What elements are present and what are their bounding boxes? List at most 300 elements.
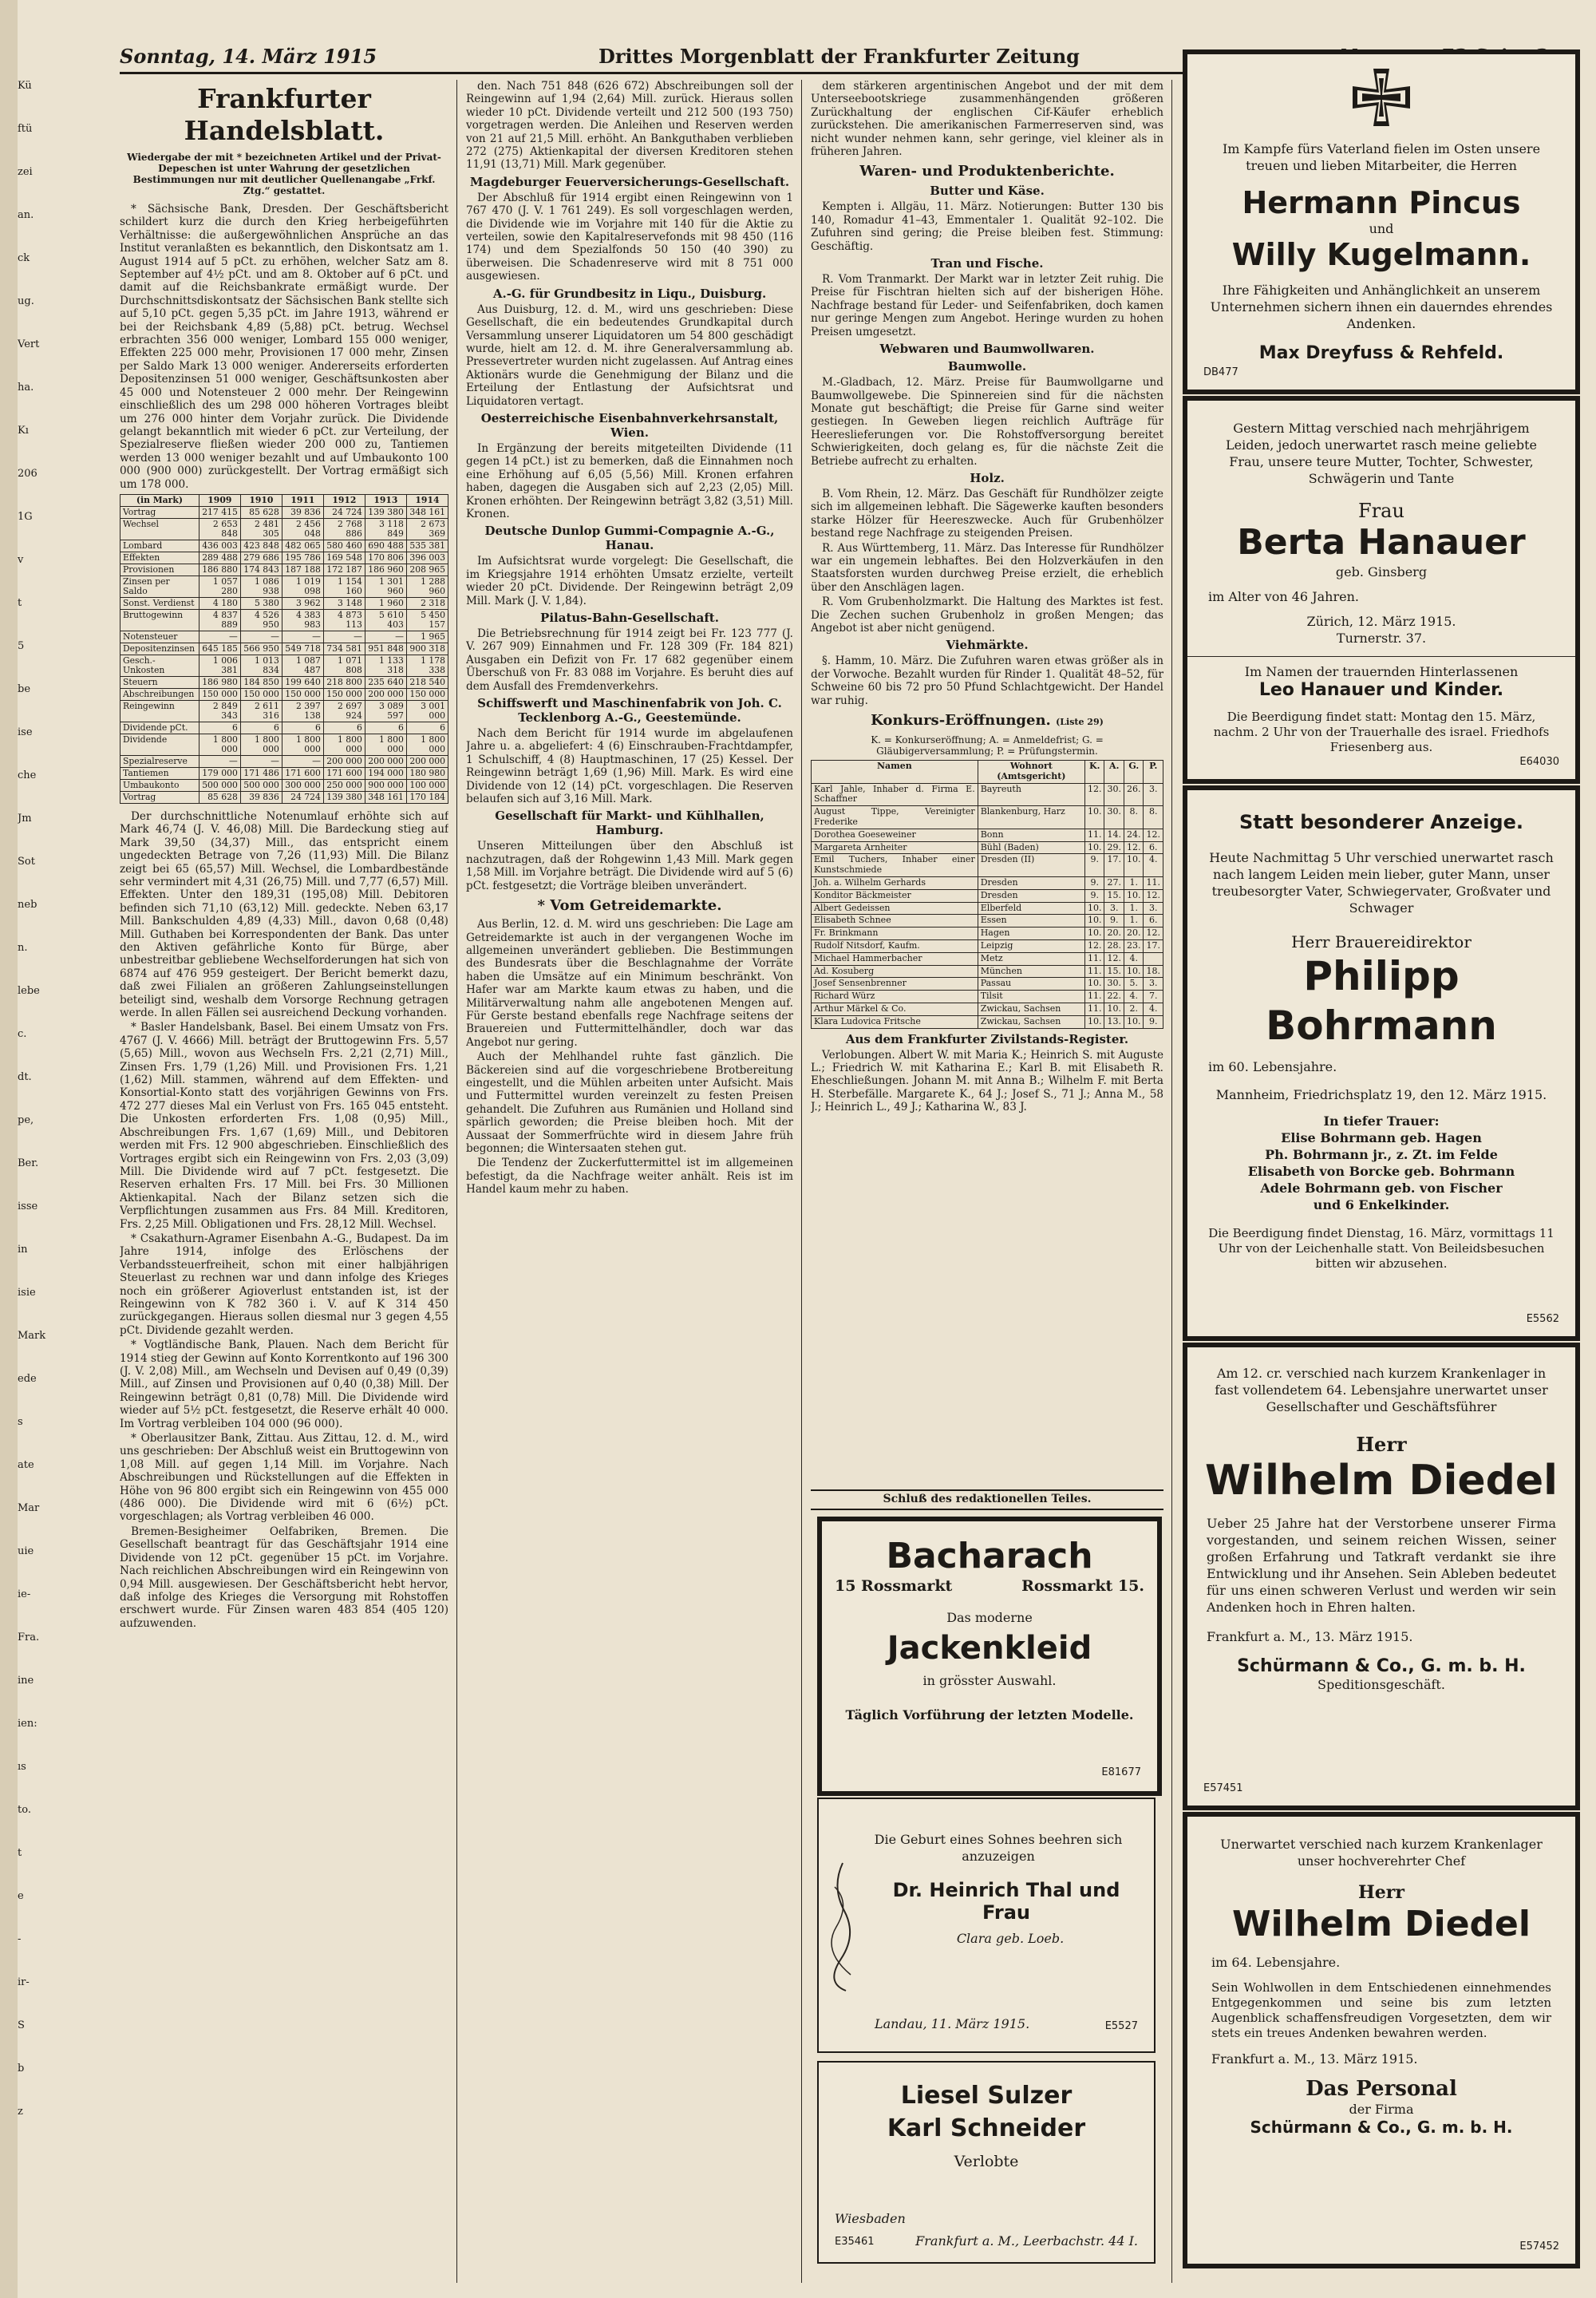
table-cell: 217 415 xyxy=(199,506,240,518)
table-cell: 10. xyxy=(1124,889,1144,902)
ad-engagement-sulzer xyxy=(817,2061,1156,2264)
table-cell: Dresden xyxy=(978,877,1084,890)
table-cell xyxy=(1144,952,1163,965)
table-cell: 27. xyxy=(1104,877,1124,890)
table-row xyxy=(120,700,448,722)
table-cell: 10. xyxy=(1084,1015,1104,1028)
table-cell: 15. xyxy=(1104,965,1124,978)
table-cell: 23. xyxy=(1124,939,1144,952)
table-cell: 5 450 157 xyxy=(406,609,448,631)
table-cell: 39 836 xyxy=(282,506,323,518)
article-paragraph: R. Aus Württemberg, 11. März. Das Interesse für Rundhölzer war ein ungemein lebhaftes. Bei den Holzverkäufen in den Staatsforsten wurden durchweg Preise erzielt, die erheblich über den Anschlägen lagen. xyxy=(811,541,1163,594)
table-cell: 22. xyxy=(1104,991,1124,1003)
balance-table xyxy=(120,494,448,804)
ad-obituary-bohrmann xyxy=(1183,785,1580,1341)
table-cell: Ad. Kosuberg xyxy=(812,965,978,978)
strip-fragment: Vert xyxy=(18,338,40,350)
ad-diedel2-firm: Schürmann & Co., G. m. b. H. xyxy=(1250,2118,1513,2137)
article-heading: Baumwolle. xyxy=(947,359,1027,374)
table-cell: Provisionen xyxy=(120,564,200,575)
table-cell: 139 380 xyxy=(365,506,406,518)
table-cell: Elberfeld xyxy=(978,902,1084,915)
article-heading: Gesellschaft für Markt- und Kühlhallen, Hamburg. xyxy=(495,809,764,838)
ad-fallen-text: Ihre Fähigkeiten und Anhänglichkeit an unserem Unternehmen sichern ihnen ein dauerndes ehrendes Andenken. xyxy=(1210,283,1553,331)
table-header-cell: (in Mark) xyxy=(120,494,200,506)
table-cell: Vortrag xyxy=(120,506,200,518)
table-cell: 8. xyxy=(1124,806,1144,829)
column-2 xyxy=(466,80,793,2283)
table-cell: 24 724 xyxy=(282,791,323,803)
table-cell: 30. xyxy=(1104,783,1124,806)
table-cell: 279 686 xyxy=(240,552,282,564)
ad-sulzer-verlobte: Verlobte xyxy=(954,2153,1019,2170)
ad-fallen-firm: Max Dreyfuss & Rehfeld. xyxy=(1258,343,1504,363)
table-cell: Abschreibungen xyxy=(120,688,200,700)
ad-fallen-und: und xyxy=(1369,221,1394,236)
article-paragraph: M.-Gladbach, 12. März. Preise für Baumwollgarne und Baumwollgewebe. Die Spinnereien sind für die nächsten Monate gut beschäftigt; die Preise für Garne sind weiter gestiegen. In Geweben liegen reichlich Aufträge für Heereslieferungen vor. Die Rohstoffversorgung bereitet Schwierigkeiten, doch gelang es, für die nächste Zeit die Betriebe aufrecht zu erhalten. xyxy=(811,376,1163,468)
table-cell: 5. xyxy=(1124,978,1144,991)
table-cell: 200 000 xyxy=(406,755,448,767)
table-cell: 15. xyxy=(1104,889,1124,902)
binding-gutter xyxy=(0,0,18,2298)
ad-bacharach-sub: Das moderne xyxy=(946,1610,1033,1625)
table-cell: Gesch.-Unkosten xyxy=(120,655,200,676)
ad-bohrmann-mourner-3: Elisabeth von Borcke geb. Bohrmann xyxy=(1247,1164,1515,1179)
table-row xyxy=(812,1003,1163,1015)
table-cell: 200 000 xyxy=(323,755,365,767)
strip-fragment: ien: xyxy=(18,1718,38,1730)
table-cell: 12. xyxy=(1144,829,1163,841)
table-row xyxy=(120,575,448,597)
table-cell: 1. xyxy=(1124,877,1144,890)
table-cell: Reingewinn xyxy=(120,700,200,722)
table-cell: 11. xyxy=(1084,991,1104,1003)
ad-hanauer-geb: geb. Ginsberg xyxy=(1335,564,1428,579)
table-cell: 4 526 950 xyxy=(240,609,282,631)
strip-fragment: z xyxy=(18,2106,23,2118)
article-paragraph: Die Betriebsrechnung für 1914 zeigt bei Fr. 123 777 (J. V. 267 909) Einnahmen und Fr. 128 309 (Fr. 184 821) Ausgaben ein Defizit von Fr. 17 682 gegenüber einem Überschuß von Fr. 83 088 im Vorjahre. Es beruht dies auf dem Ausfall des Fremdenverkehrs. xyxy=(466,627,793,693)
table-cell: 8. xyxy=(1144,806,1163,829)
table-header-cell: 1912 xyxy=(323,494,365,506)
table-cell: 187 188 xyxy=(282,564,323,575)
ad-bohrmann-place: Mannheim, Friedrichsplatz 19, den 12. März 1915. xyxy=(1215,1087,1547,1102)
table-cell: 10. xyxy=(1084,928,1104,940)
article-paragraph: Im Aufsichtsrat wurde vorgelegt: Die Gesellschaft, die im Kriegsjahre 1914 erhöhten Umsatz erzielte, verteilt wieder 20 pCt. Dividende. Der Reingewinn beträgt 2,09 Mill. Mark (J. V. 1,84). xyxy=(466,555,793,607)
table-cell: 1 800 000 xyxy=(323,734,365,755)
table-row xyxy=(812,854,1163,877)
table-cell: 39 836 xyxy=(240,791,282,803)
ad-bohrmann-top: Statt besonderer Anzeige. xyxy=(1238,811,1524,833)
table-cell: 10. xyxy=(1124,1015,1144,1028)
ad-bacharach-address-row xyxy=(822,1577,1157,1598)
column-rule xyxy=(1171,80,1172,2283)
ad-code: DB477 xyxy=(1203,366,1238,378)
table-cell: 1. xyxy=(1124,902,1144,915)
strip-fragment: 1G xyxy=(18,511,33,523)
table-cell: 2 397 138 xyxy=(282,700,323,722)
ad-bohrmann-mourner-2: Ph. Bohrmann jr., z. Zt. im Felde xyxy=(1265,1147,1498,1162)
ad-code: E35461 xyxy=(835,2236,875,2248)
ad-bacharach xyxy=(817,1517,1162,1796)
table-cell: 6 xyxy=(323,722,365,734)
ad-hanauer-mourner: Leo Hanauer und Kinder. xyxy=(1258,680,1504,700)
table-cell: 580 460 xyxy=(323,540,365,552)
table-row xyxy=(812,889,1163,902)
ad-diedel2-intro: Unerwartet verschied nach kurzem Krankenlager unser hochverehrter Chef xyxy=(1220,1837,1543,1869)
table-cell: 6 xyxy=(282,722,323,734)
iron-cross-icon xyxy=(1349,65,1413,129)
table-cell: Metz xyxy=(978,952,1084,965)
header-date: Sonntag, 14. März 1915 xyxy=(120,45,377,68)
article-heading: A.-G. für Grundbesitz in Liqu., Duisburg. xyxy=(492,286,767,301)
table-cell: Spezialreserve xyxy=(120,755,200,767)
header-masthead: Drittes Morgenblatt der Frankfurter Zeitung xyxy=(598,45,1080,68)
table-cell: 4. xyxy=(1124,991,1144,1003)
article-heading: Tran und Fische. xyxy=(930,256,1044,271)
table-cell: 150 000 xyxy=(406,688,448,700)
table-cell: 1 301 960 xyxy=(365,575,406,597)
table-cell: Bruttogewinn xyxy=(120,609,200,631)
strip-fragment: ha. xyxy=(18,382,34,394)
article-paragraph: R. Vom Tranmarkt. Der Markt war in letzter Zeit ruhig. Die Preise für Fischtran hielten sich auf der bisherigen Höhe. Nachfrage bestand für Leder- und Seifenfabriken, doch kamen nur geringe Mengen zum Angebot. Heringe wurden zu hohen Preisen umgesetzt. xyxy=(811,273,1163,338)
table-cell: 6 xyxy=(199,722,240,734)
strip-fragment: Jm xyxy=(18,813,32,825)
table-cell: Lombard xyxy=(120,540,200,552)
ad-hanauer-name: Berta Hanauer xyxy=(1237,522,1526,563)
article-bremen-besigheimer: Bremen-Besigheimer Oelfabriken, Bremen. Die Gesellschaft beantragt für das Geschäftsjahr 1914 eine Dividende von 12 pCt. gegenüber 15 pCt. im Vorjahre. Nach reichlichen Abschreibungen wird ein Reingewinn von 0,94 Mill. ausgewiesen. Der Geschäftsbericht hebt hervor, daß infolge des Krieges die Versorgung mit Rohstoffen erschwert wurde. Für Zinsen waren 483 854 (405 120) aufzuwenden. xyxy=(120,1525,448,1630)
table-cell: 9. xyxy=(1084,877,1104,890)
table-cell: 549 718 xyxy=(282,643,323,655)
konkurs-title: Konkurs-Eröffnungen. xyxy=(871,712,1051,730)
article-paragraph: In Ergänzung der bereits mitgeteilten Dividende (11 gegen 14 pCt.) ist zu bemerken, daß die Einnahmen noch eine Erhöhung auf 6,05 (5,56) Mill. Kronen erfahren haben, dagegen die Ausgaben sich auf 2,23 (2,05) Mill. Kronen erhöhten. Der Reingewinn beträgt 3,82 (3,51) Mill. Kronen. xyxy=(466,441,793,520)
konkurs-list-number: (Liste 29) xyxy=(1056,717,1104,728)
table-cell: 11. xyxy=(1084,952,1104,965)
table-cell: 150 000 xyxy=(240,688,282,700)
ad-bohrmann-mourner-4: Adele Bohrmann geb. von Fischer xyxy=(1260,1181,1503,1196)
table-row xyxy=(812,952,1163,965)
table-cell: 2 697 924 xyxy=(323,700,365,722)
ad-fallen-intro: Im Kampfe fürs Vaterland fielen im Osten unsere treuen und lieben Mitarbeiter, die Herren xyxy=(1222,141,1541,173)
table-cell: Passau xyxy=(978,978,1084,991)
table-cell: 348 161 xyxy=(365,791,406,803)
table-cell: 100 000 xyxy=(406,779,448,791)
table-cell: 1 154 160 xyxy=(323,575,365,597)
article-heading: Schiffswerft und Maschinenfabrik von Joh. C. Tecklenborg A.-G., Geestemünde. xyxy=(477,696,782,726)
table-cell: 12. xyxy=(1084,783,1104,806)
table-row xyxy=(120,779,448,791)
table-header-cell: 1913 xyxy=(365,494,406,506)
table-cell: 3 118 849 xyxy=(365,518,406,540)
table-cell: 535 381 xyxy=(406,540,448,552)
table-cell: Effekten xyxy=(120,552,200,564)
table-cell: 566 950 xyxy=(240,643,282,655)
table-cell: 2 318 xyxy=(406,597,448,609)
table-cell: 195 786 xyxy=(282,552,323,564)
table-row xyxy=(120,655,448,676)
table-cell: 10. xyxy=(1124,965,1144,978)
table-row xyxy=(812,902,1163,915)
table-cell: 14. xyxy=(1104,829,1124,841)
table-header-cell: 1909 xyxy=(199,494,240,506)
table-cell: 4 383 983 xyxy=(282,609,323,631)
table-row xyxy=(120,609,448,631)
table-cell: Dividende pCt. xyxy=(120,722,200,734)
strip-fragment: 5 xyxy=(18,640,25,652)
table-row xyxy=(812,877,1163,890)
table-cell: Bonn xyxy=(978,829,1084,841)
table-cell: 3. xyxy=(1144,783,1163,806)
table-cell: 900 000 xyxy=(365,779,406,791)
table-cell: 29. xyxy=(1104,841,1124,854)
table-cell: 5 380 xyxy=(240,597,282,609)
table-cell: 7. xyxy=(1144,991,1163,1003)
table-row xyxy=(120,755,448,767)
table-cell: 10. xyxy=(1084,806,1104,829)
table-cell: 184 850 xyxy=(240,676,282,688)
strip-fragment: ir- xyxy=(18,1976,30,1988)
strip-fragment: S xyxy=(18,2019,25,2031)
table-cell: Hagen xyxy=(978,928,1084,940)
strip-fragment: ug. xyxy=(18,295,34,307)
strip-fragment: Mar xyxy=(18,1502,40,1514)
table-row xyxy=(120,518,448,540)
table-cell: Richard Würz xyxy=(812,991,978,1003)
table-cell: Michael Hammerbacher xyxy=(812,952,978,965)
table-cell: 11. xyxy=(1084,965,1104,978)
strip-fragment: ıs xyxy=(18,1761,26,1773)
ad-diedel2-personal: Das Personal xyxy=(1306,2077,1457,2101)
table-cell: Depositenzinsen xyxy=(120,643,200,655)
ad-bohrmann-funeral: Die Beerdigung findet Dienstag, 16. März, vormittags 11 Uhr von der Leichenhalle statt. Von Beileidsbesuchen bitten wir abzusehen. xyxy=(1208,1226,1555,1271)
table-cell: Joh. a. Wilhelm Gerhards xyxy=(812,877,978,890)
table-cell: 3. xyxy=(1144,978,1163,991)
table-cell: 200 000 xyxy=(365,688,406,700)
table-header-cell: 1914 xyxy=(406,494,448,506)
table-row xyxy=(120,722,448,734)
table-row xyxy=(120,597,448,609)
table-cell: — xyxy=(240,755,282,767)
table-row xyxy=(120,767,448,779)
table-cell: 6 xyxy=(365,722,406,734)
table-cell: Josef Sensenbrenner xyxy=(812,978,978,991)
strip-fragment: ise xyxy=(18,726,33,738)
ad-bohrmann-mourner-5: und 6 Enkelkinder. xyxy=(1313,1197,1450,1212)
table-cell: 10. xyxy=(1084,902,1104,915)
table-cell: 500 000 xyxy=(240,779,282,791)
ad-sulzer-city: Wiesbaden xyxy=(835,2211,906,2226)
table-cell: 1 087 487 xyxy=(282,655,323,676)
table-cell: 186 880 xyxy=(199,564,240,575)
table-cell: 348 161 xyxy=(406,506,448,518)
table-cell: 139 380 xyxy=(323,791,365,803)
table-cell: 17. xyxy=(1104,854,1124,877)
table-cell: Elisabeth Schnee xyxy=(812,915,978,928)
table-cell: 13. xyxy=(1104,1015,1124,1028)
strip-fragment: 206 xyxy=(18,468,38,480)
ad-birth-thal xyxy=(817,1798,1156,2053)
table-cell: 1 071 808 xyxy=(323,655,365,676)
table-cell: 4 873 113 xyxy=(323,609,365,631)
table-cell: Emil Tuchers, Inhaber einer Kunstschmiede xyxy=(812,854,978,877)
table-cell: 12. xyxy=(1144,928,1163,940)
table-cell: Zwickau, Sachsen xyxy=(978,1015,1084,1028)
article-saechsische-bank: * Sächsische Bank, Dresden. Der Geschäftsbericht schildert kurz die durch den Krieg herbeigeführten Verhältnisse: die außergewöhnlichen Ansprüche an das Institut veranlaßten es bekanntlich, den Diskontsatz am 1. August 1914 auf 5 pCt. zu erhöhen, welcher Satz am 8. September auf 4½ pCt. und am 8. Oktober auf 6 pCt. und damit auf die Reichsbankrate ermäßigt wurde. Der Durchschnittsdiskontsatz der Sächsischen Bank stellte sich auf 5,10 pCt. gegen 5,35 pCt. im Jahre 1913, während er bei der Reichsbank 4,89 (5,88) pCt. betrug. Wechsel erbrachten 356 000 weniger, Lombard 155 000 weniger, Effekten 225 000 mehr, Provisionen 17 000 mehr, Zinsen per Saldo Mark 13 000 weniger. Andererseits erforderten Depositenzinsen 51 000 weniger, Geschäftsunkosten aber 45 000 und Notensteuer 2 000 mehr. Der Reingewinn einschließlich des um 298 000 höheren Vortrages bleibt um 276 000 hinter dem Vorjahr zurück. Die Dividende gelangt bekanntlich mit wieder 6 pCt. zur Verteilung, der Spezialreserve fließen wieder 200 000 zu, Tantiemen werden 13 000 weniger bezahlt und auf Umbaukonto 100 000 (900 000) zurückgestellt. Der Vortrag ermäßigt sich um 178 000. xyxy=(120,203,448,491)
table-row xyxy=(120,552,448,564)
ad-fallen-soldiers xyxy=(1183,49,1580,394)
article-paragraph: Nach dem Bericht für 1914 wurde im abgelaufenen Jahre u. a. abgeliefert: 4 (6) Einschrauben-Frachtdampfer, 1 Schulschiff, 4 (8) Hauptmaschinen, 17 (25) Kessel. Der Reingewinn beträgt 1,69 (1,96) Mill. Mark. Es wird eine Dividende von 12 (14) pCt. vorgeschlagen. Die Reserven belaufen sich auf 3,16 Mill. Mark. xyxy=(466,727,793,806)
table-cell: 186 980 xyxy=(199,676,240,688)
table-cell: 4. xyxy=(1144,1003,1163,1015)
table-cell: 3 148 xyxy=(323,597,365,609)
table-cell: — xyxy=(199,755,240,767)
table-cell: 170 184 xyxy=(406,791,448,803)
table-cell: — xyxy=(365,631,406,643)
table-cell: 170 806 xyxy=(365,552,406,564)
table-cell: 2 768 886 xyxy=(323,518,365,540)
strip-fragment: dt. xyxy=(18,1071,32,1083)
table-cell: Notensteuer xyxy=(120,631,200,643)
table-cell: 2 673 369 xyxy=(406,518,448,540)
ad-code: E64030 xyxy=(1519,756,1559,768)
column-3 xyxy=(811,80,1163,1477)
strip-fragment: b xyxy=(18,2063,25,2075)
strip-fragment: ine xyxy=(18,1675,34,1687)
table-cell: 2 456 048 xyxy=(282,518,323,540)
article-paragraph: den. Nach 751 848 (626 672) Abschreibungen soll der Reingewinn auf 1,94 (2,64) Mill. zurück. Hieraus sollen wieder 10 pCt. Dividende verteilt und 212 500 (193 750) vorgetragen werden. Die Anleihen und Reserven werden von 21 auf 21,5 Mill. erhöht. An Bankguthaben verblieben 272 (275) Aktienkapital der diversen Kreditoren stehen 11,91 (13,71) Mill. Mark gegenüber. xyxy=(466,80,793,172)
article-heading: Oesterreichische Eisenbahnverkehrsanstalt, Wien. xyxy=(480,410,779,440)
table-cell: 4. xyxy=(1124,952,1144,965)
ad-diedel1-text: Ueber 25 Jahre hat der Verstorbene unserer Firma vorgestanden, und seinem reichen Wissen, seiner großen Erfahrung und Tatkraft verdankt sie ihre Entwicklung und ihr Ansehen. Sein Ableben bedeutet für uns einen schweren Verlust und werden wir sein Andenken hoch in Ehren halten. xyxy=(1207,1516,1556,1615)
table-cell: 3. xyxy=(1144,902,1163,915)
article-paragraph: Auch der Mehlhandel ruhte fast gänzlich. Die Bäckereien sind auf die vorgeschriebene Brotbereitung eingestellt, und die Mühlen arbeiten unter Aufsicht. Mais und Futtermittel wurden vereinzelt zu festen Preisen gehandelt. Die Zufuhren aus Rumänien und Holland sind spärlich geworden; die Preise bleiben hoch. Mit der Aussaat der Sommerfrüchte wird in diesem Jahre früh begonnen; die Wintersaaten stehen gut. xyxy=(466,1050,793,1155)
table-cell: Leipzig xyxy=(978,939,1084,952)
table-cell: 179 000 xyxy=(199,767,240,779)
table-row xyxy=(120,791,448,803)
strip-fragment: Ber. xyxy=(18,1157,39,1169)
strip-fragment: pe, xyxy=(18,1114,34,1126)
table-cell: Fr. Brinkmann xyxy=(812,928,978,940)
table-cell: 500 000 xyxy=(199,779,240,791)
article-paragraph: Aus Berlin, 12. d. M. wird uns geschrieben: Die Lage am Getreidemarkte ist auch in der vergangenen Woche im allgemeinen unverändert geblieben. Die Bestimmungen des Bundesrats über die Beschlagnahme der Vorräte haben die Umsätze auf ein Minimum beschränkt. Von Hafer war am Markte kaum etwas zu haben, und die Militärverwaltung nahm alle angebotenen Mengen auf. Für Gerste bestand ebenfalls rege Nachfrage seitens der Brauereien und Futtermittelhändler, doch war das Angebot nur gering. xyxy=(466,918,793,1049)
table-row xyxy=(120,506,448,518)
table-cell: 30. xyxy=(1104,978,1124,991)
ad-bacharach-address-left: 15 Rossmarkt xyxy=(835,1577,953,1595)
article-heading: Butter und Käse. xyxy=(930,184,1045,199)
table-cell: August Tippe, Vereinigter Frederike xyxy=(812,806,978,829)
table-cell: Arthur Märkel & Co. xyxy=(812,1003,978,1015)
ad-bacharach-address-right: Rossmarkt 15. xyxy=(1021,1577,1144,1595)
table-cell: 1 178 338 xyxy=(406,655,448,676)
strip-fragment: t xyxy=(18,1847,22,1859)
table-cell: 10. xyxy=(1084,841,1104,854)
table-cell: 436 003 xyxy=(199,540,240,552)
strip-fragment: Sot xyxy=(18,856,35,868)
article-heading: Holz. xyxy=(970,470,1005,485)
table-cell: 2 653 848 xyxy=(199,518,240,540)
article-paragraph: Der durchschnittliche Notenumlauf erhöhte sich auf Mark 46,74 (J. V. 46,08) Mill. Die Bardeckung stieg auf Mark 39,50 (34,37) Mill., das entspricht einem ungedeckten Betrage von 7,26 (11,93) Mill. Die Bilanz zeigt bei 65 (65,57) Mill. Wechsel, die Lombardbestände sehr vermindert mit 4,31 (26,75) Mill. und 7,77 (6,57) Mill. Effekten. Unter den 189,31 (195,08) Mill. Debitoren befinden sich 71,10 (63,12) Mill. gedeckte. Neben 63,17 Mill. Bankschulden 4,89 (4,33) Mill., davon 0,68 (0,48) Mill. Guthaben bei Korrespondenten der Bank. Das unter den Aktiven gefährliche Konto für Bürge, aber unbestreitbar gebliebene Wechselforderungen hat sich von 6874 auf 476 959 gesteigert. Der Bericht bemerkt dazu, daß zwei Filialen an größeren Zahlungseinstellungen beteiligt sind, weshalb dem Vorsorge Rechnung getragen werde. In allen Fällen sei ausreichend Deckung vorhanden. xyxy=(120,809,448,1020)
ad-diedel1-herr: Herr xyxy=(1356,1433,1407,1456)
table-cell: 6. xyxy=(1144,915,1163,928)
table-cell: Karl Jahle, Inhaber d. Firma E. Schaffner xyxy=(812,783,978,806)
ad-code: E57452 xyxy=(1519,2241,1559,2253)
strip-fragment: an. xyxy=(18,209,34,221)
ad-fallen-name2: Willy Kugelmann. xyxy=(1231,237,1531,272)
ad-diedel2-text: Sein Wohlwollen in dem Entschiedenen einnehmendes Entgegenkommen und seine bis zum letzten Augenblick schaffensfreudigen Vorgesetzten, dem wir stets ein treues Andenken bewahren werden. xyxy=(1211,1980,1551,2040)
table-cell: 3 089 597 xyxy=(365,700,406,722)
table-cell: 2 849 343 xyxy=(199,700,240,722)
table-header-cell: K. xyxy=(1084,761,1104,784)
ad-bohrmann-title: Herr Brauereidirektor xyxy=(1291,932,1472,951)
table-cell: 2 481 305 xyxy=(240,518,282,540)
table-cell: 150 000 xyxy=(282,688,323,700)
table-cell: — xyxy=(240,631,282,643)
table-cell: Dorothea Goeseweiner xyxy=(812,829,978,841)
table-cell: 150 000 xyxy=(323,688,365,700)
table-cell: Tantiemen xyxy=(120,767,200,779)
table-cell: 235 640 xyxy=(365,676,406,688)
table-cell: 690 488 xyxy=(365,540,406,552)
table-cell: 200 000 xyxy=(365,755,406,767)
strip-fragment: Kı xyxy=(18,425,29,437)
table-cell: 1 133 318 xyxy=(365,655,406,676)
table-row xyxy=(812,783,1163,806)
table-cell: 9. xyxy=(1104,915,1124,928)
article-paragraph: Der Abschluß für 1914 ergibt einen Reingewinn von 1 767 470 (J. V. 1 761 249). Es soll vorgeschlagen werden, die Dividende wie im Vorjahre mit 140 für die Aktie zu verteilen, sowie den Kapitalreservefonds mit 98 450 (116 174) und dem Spezialfonds 50 150 (40 390) zu überweisen. Die Schadenreserve wird mit 8 751 000 ausgewiesen. xyxy=(466,191,793,283)
table-cell: Zinsen per Saldo xyxy=(120,575,200,597)
article-heading: Deutsche Dunlop Gummi-Compagnie A.-G., Hanau. xyxy=(484,524,775,553)
table-cell: 4 837 889 xyxy=(199,609,240,631)
article-paragraph: Unseren Mitteilungen über den Abschluß ist nachzutragen, daß der Rohgewinn 1,43 Mill. Mark gegen 1,58 Mill. im Vorjahre beträgt. Die Dividende wird auf 5 (6) pCt. festgesetzt; die Vorträge bleiben unverändert. xyxy=(466,840,793,892)
table-cell: 12. xyxy=(1144,889,1163,902)
table-header-cell: A. xyxy=(1104,761,1124,784)
column-1 xyxy=(120,80,448,2283)
table-cell: — xyxy=(282,631,323,643)
table-cell: 28. xyxy=(1104,939,1124,952)
register-paragraph: Verlobungen. Albert W. mit Maria K.; Heinrich S. mit Auguste L.; Friedrich W. mit Katharina E.; Karl B. mit Elisabeth R. Eheschließungen. Johann M. mit Anna B.; Wilhelm F. mit Berta H. Sterbefälle. Margarete K., 64 J.; Josef S., 71 J.; Anna M., 58 J.; Heinrich L., 49 J.; Katharina W., 83 J. xyxy=(811,1048,1163,1114)
article-oberlausitzer-bank: * Oberlausitzer Bank, Zittau. Aus Zittau, 12. d. M., wird uns geschrieben: Der Abschluß weist ein Bruttogewinn von 1,08 Mill. auf gegen 1,14 Mill. im Vorjahre. Nach Abschreibungen und Rückstellungen auf die Effekten in Höhe von 96 800 ergibt sich ein Reingewinn von 455 000 (486 000). Die Dividende wird mit 6 (6½) pCt. vorgeschlagen; als Vortrag verbleiben 46 000. xyxy=(120,1432,448,1524)
ad-bacharach-name: Bacharach xyxy=(886,1536,1093,1576)
table-cell: 1 960 xyxy=(365,597,406,609)
article-paragraph: dem stärkeren argentinischen Angebot und der mit dem Unterseebootskriege zusammenhängenden größeren Zurückhaltung der englischen Cif-Käufer erheblich zurückstehen. Die amerikanischen Farmerreserven sind, was nicht wunder nehmen kann, sehr geringe, viel kleiner als in früheren Jahren. xyxy=(811,80,1163,159)
ad-obituary-diedel-company xyxy=(1183,1343,1580,1810)
ad-bohrmann-age: im 60. Lebensjahre. xyxy=(1208,1059,1337,1074)
ad-diedel1-firm2: Speditionsgeschäft. xyxy=(1317,1677,1445,1692)
ad-hanauer-place: Zürich, 12. März 1915. xyxy=(1306,614,1456,629)
ad-hanauer-age: im Alter von 46 Jahren. xyxy=(1208,589,1359,604)
table-cell: Umbaukonto xyxy=(120,779,200,791)
table-cell: 4. xyxy=(1144,854,1163,877)
strip-fragment: s xyxy=(18,1416,23,1428)
ad-thal-intro: Die Geburt eines Sohnes beehren sich anzuzeigen xyxy=(874,1832,1123,1864)
ad-diedel1-intro: Am 12. cr. verschied nach kurzem Krankenlager in fast vollendetem 64. Lebensjahre unerwartet unser Gesellschafter und Geschäftsführer xyxy=(1215,1366,1548,1414)
table-row xyxy=(120,643,448,655)
table-row xyxy=(812,991,1163,1003)
table-cell: 1 019 098 xyxy=(282,575,323,597)
table-cell: 396 003 xyxy=(406,552,448,564)
table-cell: — xyxy=(282,755,323,767)
table-cell: Konditor Bäckmeister xyxy=(812,889,978,902)
table-cell: Margareta Arnheiter xyxy=(812,841,978,854)
table-cell: 1 288 960 xyxy=(406,575,448,597)
strip-fragment xyxy=(18,2192,113,2235)
strip-fragment: isie xyxy=(18,1287,36,1299)
konkurs-legend: K. = Konkurseröffnung; A. = Anmeldefrist; G. = Gläubigerversammlung; P. = Prüfungstermin. xyxy=(871,734,1104,757)
article-paragraph: Kempten i. Allgäu, 11. März. Notierungen: Butter 130 bis 140, Romadur 41–43, Emmentaler 1. Qualität 92–102. Die Zufuhren sind gering; die Preise bleiben fest. Stimmung: Geschäftig. xyxy=(811,200,1163,253)
table-cell: 4 180 xyxy=(199,597,240,609)
table-header-cell: P. xyxy=(1144,761,1163,784)
table-row xyxy=(812,841,1163,854)
table-cell: 18. xyxy=(1144,965,1163,978)
